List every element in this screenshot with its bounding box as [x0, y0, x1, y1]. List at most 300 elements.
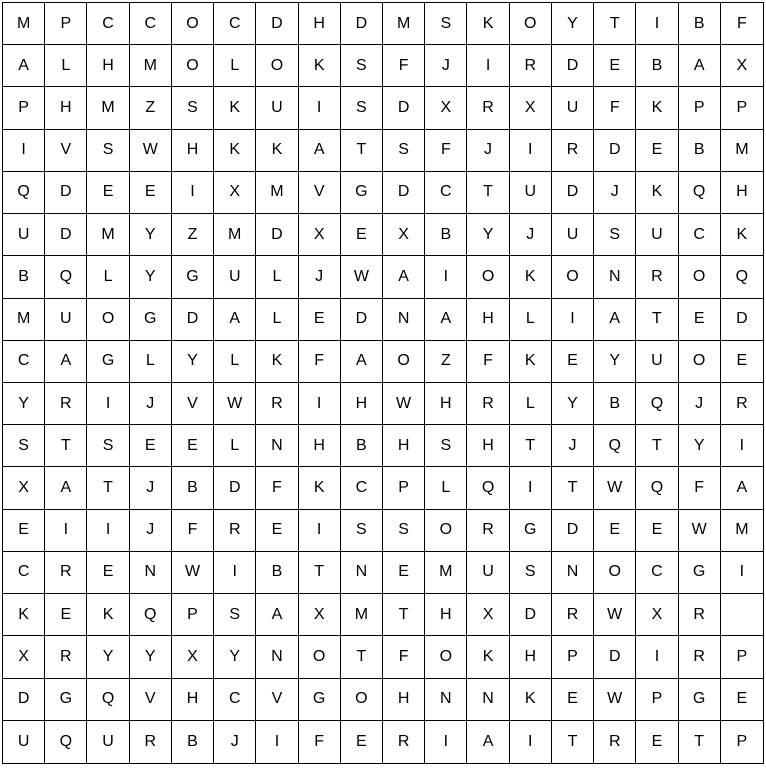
letter-cell[interactable]: B	[256, 552, 298, 594]
letter-cell[interactable]: B	[594, 383, 636, 425]
letter-cell[interactable]: S	[3, 425, 45, 467]
letter-cell[interactable]: D	[383, 87, 425, 129]
letter-cell[interactable]: U	[214, 256, 256, 298]
letter-cell[interactable]: F	[467, 341, 509, 383]
letter-cell[interactable]: K	[299, 467, 341, 509]
letter-cell[interactable]: R	[721, 383, 763, 425]
letter-cell[interactable]: Q	[594, 425, 636, 467]
letter-cell[interactable]: N	[130, 552, 172, 594]
letter-cell[interactable]: C	[341, 467, 383, 509]
letter-cell[interactable]: O	[467, 256, 509, 298]
letter-cell[interactable]: X	[425, 87, 467, 129]
letter-cell[interactable]: O	[510, 3, 552, 45]
letter-cell[interactable]: O	[172, 45, 214, 87]
letter-cell[interactable]: T	[636, 425, 678, 467]
letter-cell[interactable]: N	[256, 425, 298, 467]
letter-cell[interactable]: S	[87, 130, 129, 172]
letter-cell[interactable]: X	[3, 636, 45, 678]
letter-cell[interactable]: T	[467, 172, 509, 214]
letter-cell[interactable]: R	[467, 510, 509, 552]
letter-cell[interactable]: W	[130, 130, 172, 172]
letter-cell[interactable]: C	[3, 341, 45, 383]
letter-cell[interactable]: I	[3, 130, 45, 172]
letter-cell[interactable]: L	[256, 299, 298, 341]
letter-cell[interactable]: N	[341, 552, 383, 594]
letter-cell[interactable]: K	[721, 214, 763, 256]
letter-cell[interactable]: M	[383, 3, 425, 45]
letter-cell[interactable]: J	[679, 383, 721, 425]
letter-cell[interactable]: J	[552, 425, 594, 467]
letter-cell[interactable]: B	[172, 721, 214, 763]
letter-cell[interactable]: A	[3, 45, 45, 87]
letter-cell[interactable]: O	[594, 552, 636, 594]
letter-cell[interactable]: F	[383, 45, 425, 87]
letter-cell[interactable]: K	[3, 594, 45, 636]
letter-cell[interactable]: E	[679, 299, 721, 341]
letter-cell[interactable]: M	[87, 214, 129, 256]
letter-cell[interactable]: W	[594, 594, 636, 636]
letter-cell[interactable]: D	[256, 214, 298, 256]
letter-cell[interactable]: T	[679, 721, 721, 763]
letter-cell[interactable]: Y	[552, 3, 594, 45]
letter-cell[interactable]: D	[3, 679, 45, 721]
letter-cell[interactable]: E	[299, 299, 341, 341]
letter-cell[interactable]: V	[299, 172, 341, 214]
letter-cell[interactable]: E	[3, 510, 45, 552]
letter-cell[interactable]: M	[425, 552, 467, 594]
letter-cell[interactable]: I	[425, 721, 467, 763]
letter-cell[interactable]: A	[341, 341, 383, 383]
letter-cell[interactable]: O	[341, 679, 383, 721]
letter-cell[interactable]: I	[45, 510, 87, 552]
letter-cell[interactable]: G	[299, 679, 341, 721]
letter-cell[interactable]: H	[383, 679, 425, 721]
letter-cell[interactable]: P	[45, 3, 87, 45]
letter-cell[interactable]: P	[721, 636, 763, 678]
letter-cell[interactable]: H	[299, 425, 341, 467]
letter-cell[interactable]: K	[467, 636, 509, 678]
letter-cell[interactable]: K	[299, 45, 341, 87]
letter-cell[interactable]: Y	[214, 636, 256, 678]
letter-cell[interactable]: E	[87, 172, 129, 214]
letter-cell[interactable]: Y	[130, 256, 172, 298]
letter-cell[interactable]: R	[467, 87, 509, 129]
letter-cell[interactable]: A	[45, 341, 87, 383]
letter-cell[interactable]: E	[594, 510, 636, 552]
letter-cell[interactable]: R	[679, 594, 721, 636]
letter-cell[interactable]: Q	[636, 467, 678, 509]
letter-cell[interactable]: F	[425, 130, 467, 172]
letter-cell[interactable]: M	[721, 130, 763, 172]
letter-cell[interactable]: E	[130, 172, 172, 214]
letter-cell[interactable]: K	[510, 341, 552, 383]
letter-cell[interactable]: H	[172, 679, 214, 721]
letter-cell[interactable]: F	[721, 3, 763, 45]
letter-cell[interactable]: Q	[45, 256, 87, 298]
letter-cell[interactable]: E	[256, 510, 298, 552]
letter-cell[interactable]: R	[594, 721, 636, 763]
letter-cell[interactable]: O	[679, 341, 721, 383]
letter-cell[interactable]: B	[172, 467, 214, 509]
letter-cell[interactable]: U	[3, 214, 45, 256]
letter-cell[interactable]: H	[721, 172, 763, 214]
letter-cell[interactable]: H	[45, 87, 87, 129]
letter-cell[interactable]: K	[256, 130, 298, 172]
letter-cell[interactable]: C	[214, 3, 256, 45]
letter-cell[interactable]: U	[45, 299, 87, 341]
letter-cell[interactable]: U	[256, 87, 298, 129]
letter-cell[interactable]: L	[87, 256, 129, 298]
letter-cell[interactable]: F	[299, 721, 341, 763]
letter-cell[interactable]: L	[214, 45, 256, 87]
letter-cell[interactable]: R	[467, 383, 509, 425]
letter-cell[interactable]: T	[552, 467, 594, 509]
letter-cell[interactable]: Q	[45, 721, 87, 763]
letter-cell[interactable]: H	[467, 299, 509, 341]
letter-cell[interactable]: T	[510, 425, 552, 467]
letter-cell[interactable]: Z	[130, 87, 172, 129]
letter-cell[interactable]: S	[341, 510, 383, 552]
letter-cell[interactable]: E	[636, 510, 678, 552]
letter-cell[interactable]: T	[341, 130, 383, 172]
letter-cell[interactable]: Y	[679, 425, 721, 467]
letter-cell[interactable]: M	[341, 594, 383, 636]
letter-cell[interactable]: Q	[679, 172, 721, 214]
letter-cell[interactable]: M	[256, 172, 298, 214]
letter-cell[interactable]: D	[172, 299, 214, 341]
letter-cell[interactable]: D	[341, 299, 383, 341]
letter-cell[interactable]: Y	[594, 341, 636, 383]
letter-cell[interactable]: M	[3, 299, 45, 341]
letter-cell[interactable]: L	[130, 341, 172, 383]
letter-cell[interactable]: E	[383, 552, 425, 594]
letter-cell[interactable]: K	[467, 3, 509, 45]
letter-cell[interactable]: R	[510, 45, 552, 87]
letter-cell[interactable]: Y	[552, 383, 594, 425]
letter-cell[interactable]: A	[721, 467, 763, 509]
letter-cell[interactable]: I	[552, 299, 594, 341]
letter-cell[interactable]: G	[510, 510, 552, 552]
letter-cell[interactable]: A	[594, 299, 636, 341]
letter-cell[interactable]: D	[341, 3, 383, 45]
letter-cell[interactable]: G	[87, 341, 129, 383]
letter-cell[interactable]: B	[636, 45, 678, 87]
letter-cell[interactable]: T	[383, 594, 425, 636]
letter-cell[interactable]: C	[679, 214, 721, 256]
letter-cell[interactable]: I	[467, 45, 509, 87]
letter-cell[interactable]: F	[172, 510, 214, 552]
letter-cell[interactable]: X	[214, 172, 256, 214]
letter-cell[interactable]: V	[130, 679, 172, 721]
letter-cell[interactable]: O	[425, 636, 467, 678]
letter-cell[interactable]: U	[636, 341, 678, 383]
letter-cell[interactable]: V	[45, 130, 87, 172]
letter-cell[interactable]: N	[425, 679, 467, 721]
letter-cell[interactable]: O	[256, 45, 298, 87]
letter-cell[interactable]: I	[256, 721, 298, 763]
letter-cell[interactable]: W	[679, 510, 721, 552]
letter-cell[interactable]: C	[636, 552, 678, 594]
letter-cell[interactable]: P	[172, 594, 214, 636]
letter-cell[interactable]: F	[299, 341, 341, 383]
letter-cell[interactable]: T	[636, 299, 678, 341]
letter-cell[interactable]: Q	[721, 256, 763, 298]
letter-cell[interactable]: E	[721, 341, 763, 383]
letter-cell[interactable]: P	[3, 87, 45, 129]
letter-cell[interactable]: G	[45, 679, 87, 721]
letter-cell[interactable]: I	[214, 552, 256, 594]
letter-cell[interactable]: G	[679, 552, 721, 594]
letter-cell[interactable]: Y	[172, 341, 214, 383]
letter-cell[interactable]: I	[510, 721, 552, 763]
letter-cell[interactable]: X	[467, 594, 509, 636]
letter-cell[interactable]: I	[87, 510, 129, 552]
letter-cell[interactable]: I	[721, 425, 763, 467]
letter-cell[interactable]: H	[172, 130, 214, 172]
letter-cell[interactable]: K	[87, 594, 129, 636]
letter-cell[interactable]: F	[594, 87, 636, 129]
letter-cell[interactable]: K	[636, 87, 678, 129]
letter-cell[interactable]: Z	[172, 214, 214, 256]
letter-cell[interactable]: Y	[87, 636, 129, 678]
letter-cell[interactable]: E	[130, 425, 172, 467]
letter-cell[interactable]: A	[383, 256, 425, 298]
letter-cell[interactable]: W	[172, 552, 214, 594]
letter-cell[interactable]: O	[425, 510, 467, 552]
letter-cell[interactable]: M	[3, 3, 45, 45]
letter-cell[interactable]: X	[636, 594, 678, 636]
letter-cell[interactable]: W	[214, 383, 256, 425]
letter-cell[interactable]: W	[341, 256, 383, 298]
letter-cell[interactable]: I	[299, 87, 341, 129]
letter-cell[interactable]: L	[425, 467, 467, 509]
letter-cell[interactable]: H	[467, 425, 509, 467]
letter-cell[interactable]: H	[87, 45, 129, 87]
letter-cell[interactable]: D	[383, 172, 425, 214]
letter-cell[interactable]: R	[679, 636, 721, 678]
letter-cell[interactable]: G	[130, 299, 172, 341]
letter-cell[interactable]: A	[256, 594, 298, 636]
letter-cell[interactable]: J	[130, 383, 172, 425]
letter-cell[interactable]: Y	[130, 214, 172, 256]
letter-cell[interactable]: H	[383, 425, 425, 467]
letter-cell[interactable]: I	[510, 130, 552, 172]
letter-cell[interactable]: E	[341, 721, 383, 763]
letter-cell[interactable]: D	[552, 45, 594, 87]
letter-cell[interactable]: J	[130, 510, 172, 552]
letter-cell[interactable]: D	[721, 299, 763, 341]
letter-cell[interactable]: H	[510, 636, 552, 678]
letter-cell[interactable]: A	[425, 299, 467, 341]
letter-cell[interactable]: S	[172, 87, 214, 129]
letter-cell[interactable]: I	[299, 510, 341, 552]
letter-cell[interactable]: P	[383, 467, 425, 509]
letter-cell[interactable]: P	[736, 732, 748, 750]
letter-cell[interactable]: K	[510, 679, 552, 721]
letter-cell[interactable]: C	[87, 3, 129, 45]
letter-cell[interactable]: K	[636, 172, 678, 214]
letter-cell[interactable]: K	[510, 256, 552, 298]
letter-cell[interactable]: D	[45, 172, 87, 214]
letter-cell[interactable]: A	[679, 45, 721, 87]
letter-cell[interactable]: W	[594, 467, 636, 509]
letter-cell[interactable]: E	[172, 425, 214, 467]
letter-cell[interactable]: S	[510, 552, 552, 594]
letter-cell[interactable]: R	[383, 721, 425, 763]
letter-cell[interactable]: I	[172, 172, 214, 214]
letter-cell[interactable]: U	[636, 214, 678, 256]
letter-cell[interactable]: D	[256, 3, 298, 45]
letter-cell[interactable]: E	[87, 552, 129, 594]
letter-cell[interactable]: B	[341, 425, 383, 467]
letter-cell[interactable]: E	[341, 214, 383, 256]
letter-cell[interactable]: V	[172, 383, 214, 425]
letter-cell[interactable]: X	[172, 636, 214, 678]
letter-cell[interactable]: O	[679, 256, 721, 298]
letter-cell[interactable]: J	[214, 721, 256, 763]
letter-cell[interactable]: H	[425, 594, 467, 636]
letter-cell[interactable]: J	[130, 467, 172, 509]
letter-cell[interactable]: G	[341, 172, 383, 214]
letter-cell[interactable]: R	[552, 130, 594, 172]
letter-cell[interactable]: R	[45, 636, 87, 678]
letter-cell[interactable]: U	[510, 172, 552, 214]
letter-cell[interactable]	[721, 594, 763, 636]
letter-cell[interactable]: F	[256, 467, 298, 509]
letter-cell[interactable]: Q	[3, 172, 45, 214]
letter-cell[interactable]: T	[45, 425, 87, 467]
letter-cell[interactable]: O	[172, 3, 214, 45]
letter-cell[interactable]: C	[214, 679, 256, 721]
letter-cell[interactable]: T	[594, 3, 636, 45]
letter-cell[interactable]: S	[214, 594, 256, 636]
letter-cell[interactable]: R	[45, 383, 87, 425]
letter-cell[interactable]: I	[636, 3, 678, 45]
letter-cell[interactable]: A	[299, 130, 341, 172]
letter-cell[interactable]: I	[425, 256, 467, 298]
letter-cell[interactable]: X	[299, 594, 341, 636]
letter-cell[interactable]: L	[510, 299, 552, 341]
letter-cell[interactable]: U	[467, 552, 509, 594]
letter-cell[interactable]: J	[510, 214, 552, 256]
letter-cell[interactable]: E	[552, 341, 594, 383]
letter-cell[interactable]: O	[299, 636, 341, 678]
letter-cell[interactable]: Y	[3, 383, 45, 425]
letter-cell[interactable]: E	[636, 721, 678, 763]
letter-cell[interactable]: R	[552, 594, 594, 636]
letter-cell[interactable]: E	[594, 45, 636, 87]
letter-cell[interactable]: T	[87, 467, 129, 509]
letter-cell[interactable]: M	[721, 510, 763, 552]
letter-cell[interactable]: T	[341, 636, 383, 678]
letter-cell[interactable]: A	[214, 299, 256, 341]
letter-cell[interactable]: P	[679, 87, 721, 129]
letter-cell[interactable]: H	[299, 3, 341, 45]
letter-cell[interactable]: S	[383, 510, 425, 552]
letter-cell[interactable]: R	[256, 383, 298, 425]
letter-cell[interactable]: I	[721, 552, 763, 594]
letter-cell[interactable]: X	[721, 45, 763, 87]
letter-cell[interactable]: M	[130, 45, 172, 87]
letter-cell[interactable]: E	[552, 679, 594, 721]
letter-cell[interactable]: W	[383, 383, 425, 425]
letter-cell[interactable]: P	[721, 87, 763, 129]
letter-cell[interactable]: L	[214, 425, 256, 467]
letter-cell[interactable]: N	[552, 552, 594, 594]
letter-cell[interactable]: B	[679, 3, 721, 45]
letter-cell[interactable]: T	[552, 721, 594, 763]
letter-cell[interactable]: I	[510, 467, 552, 509]
letter-cell[interactable]: J	[425, 45, 467, 87]
letter-cell[interactable]: S	[594, 214, 636, 256]
letter-cell[interactable]: S	[87, 425, 129, 467]
letter-cell[interactable]: K	[214, 130, 256, 172]
letter-cell[interactable]: Y	[130, 636, 172, 678]
letter-cell[interactable]: D	[594, 130, 636, 172]
letter-cell[interactable]: S	[425, 3, 467, 45]
letter-cell[interactable]: X	[299, 214, 341, 256]
letter-cell[interactable]: P	[552, 636, 594, 678]
letter-cell[interactable]: O	[552, 256, 594, 298]
letter-cell[interactable]: L	[510, 383, 552, 425]
letter-cell[interactable]: G	[172, 256, 214, 298]
letter-cell[interactable]: C	[425, 172, 467, 214]
letter-cell[interactable]: R	[636, 256, 678, 298]
letter-cell[interactable]: D	[594, 636, 636, 678]
letter-cell[interactable]: B	[679, 130, 721, 172]
letter-cell[interactable]: C	[130, 3, 172, 45]
letter-cell[interactable]: W	[594, 679, 636, 721]
letter-cell[interactable]: D	[510, 594, 552, 636]
letter-cell[interactable]: U	[552, 87, 594, 129]
letter-cell[interactable]: J	[594, 172, 636, 214]
letter-cell[interactable]: N	[594, 256, 636, 298]
letter-cell[interactable]: R	[45, 552, 87, 594]
letter-cell[interactable]: Q	[636, 383, 678, 425]
letter-cell[interactable]: N	[256, 636, 298, 678]
letter-cell[interactable]: E	[721, 679, 763, 721]
letter-cell[interactable]: H	[425, 383, 467, 425]
letter-cell[interactable]: D	[552, 510, 594, 552]
letter-cell[interactable]: F	[383, 636, 425, 678]
letter-cell[interactable]: G	[679, 679, 721, 721]
letter-cell[interactable]: L	[256, 256, 298, 298]
letter-cell[interactable]: U	[552, 214, 594, 256]
letter-cell[interactable]: S	[341, 87, 383, 129]
letter-cell[interactable]: X	[3, 467, 45, 509]
letter-cell[interactable]: I	[87, 383, 129, 425]
letter-cell[interactable]: C	[3, 552, 45, 594]
letter-cell[interactable]: K	[214, 87, 256, 129]
letter-cell[interactable]: J	[467, 130, 509, 172]
letter-cell[interactable]: U	[3, 721, 45, 763]
letter-cell[interactable]: V	[256, 679, 298, 721]
letter-cell[interactable]: A	[45, 467, 87, 509]
letter-cell[interactable]: U	[87, 721, 129, 763]
letter-cell[interactable]: H	[341, 383, 383, 425]
letter-cell[interactable]: O	[383, 341, 425, 383]
letter-cell[interactable]: L	[214, 341, 256, 383]
letter-cell[interactable]: S	[383, 130, 425, 172]
letter-cell[interactable]: X	[510, 87, 552, 129]
letter-cell[interactable]: D	[214, 467, 256, 509]
letter-cell[interactable]: P	[636, 679, 678, 721]
letter-cell[interactable]: L	[45, 45, 87, 87]
letter-cell[interactable]: B	[3, 256, 45, 298]
letter-cell[interactable]: Q	[87, 679, 129, 721]
letter-cell[interactable]: I	[636, 636, 678, 678]
letter-cell[interactable]: R	[214, 510, 256, 552]
